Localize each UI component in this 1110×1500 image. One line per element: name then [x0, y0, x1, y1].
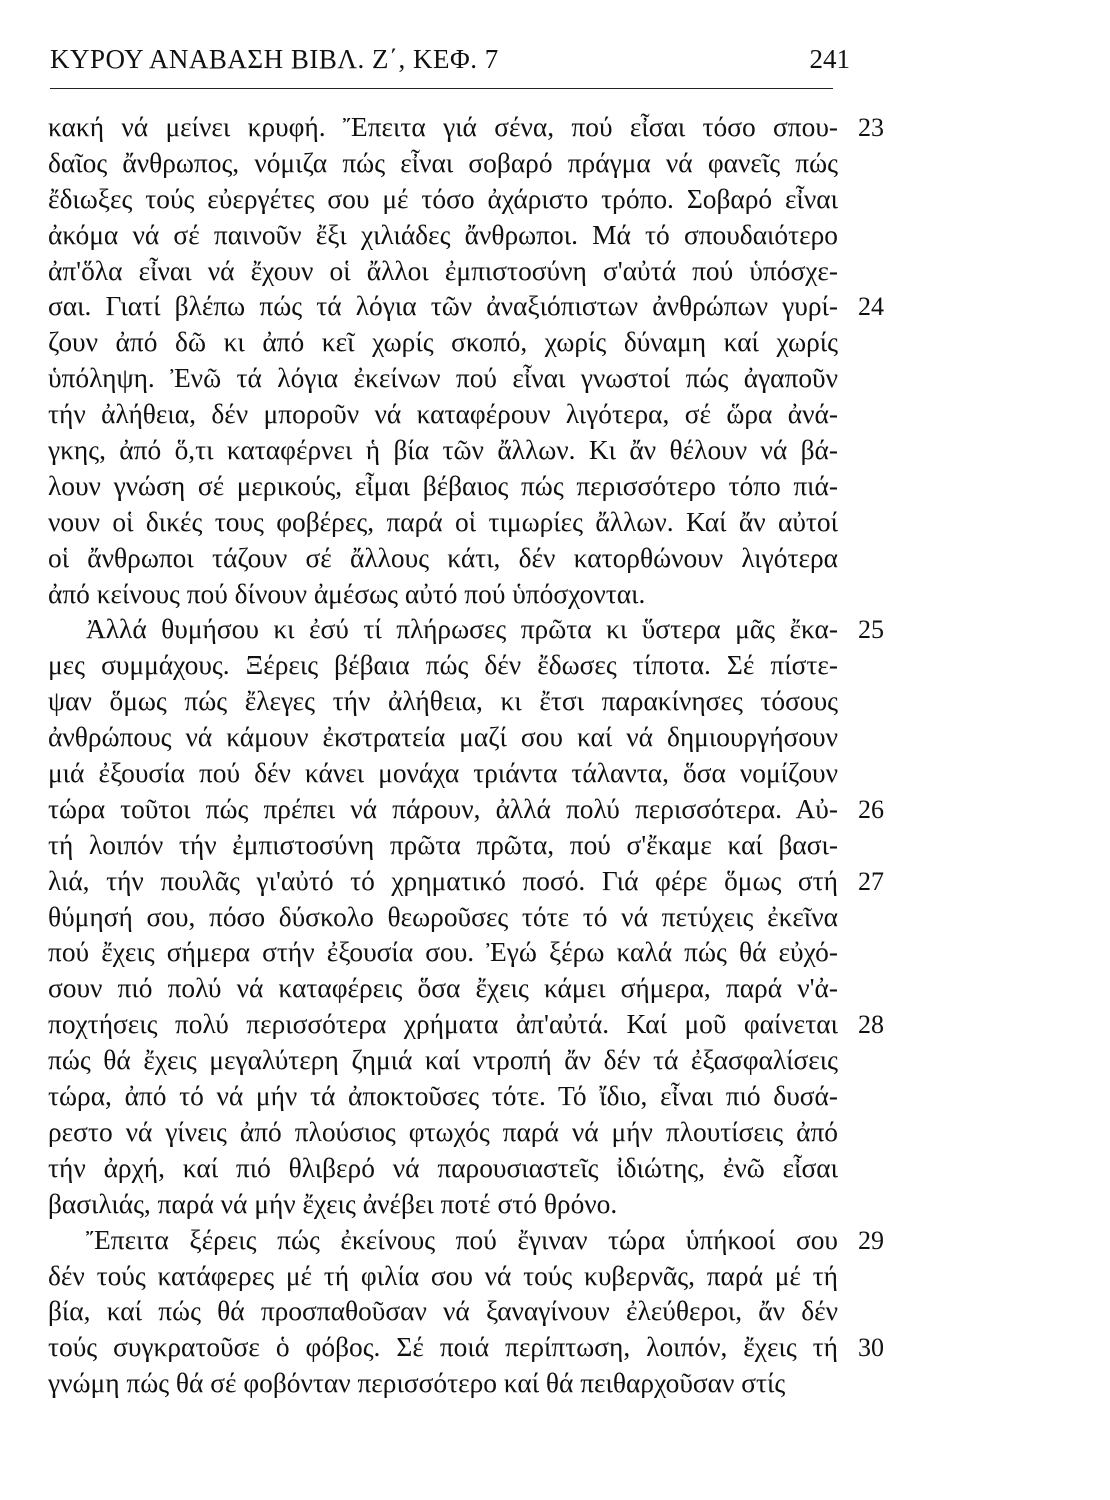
text-line: [48, 756, 838, 792]
line-text: τήν ἀλήθεια, δέν μποροῦν νά καταφέρουν λιγότερα, σέ ὥρα ἀνά-: [48, 399, 838, 430]
line-text: τώρα τοῦτοι πώς πρέπει νά πάρουν, ἀλλά πολύ περισσότερα. Αὐ-: [48, 793, 838, 824]
paragraph: [48, 1223, 884, 1402]
text-line: [48, 828, 838, 864]
text-line: [48, 325, 838, 361]
line-text: μιά ἐξουσία πού δέν κάνει μονάχα τριάντα τάλαντα, ὅσα νομίζουν: [48, 758, 838, 789]
text-line: [48, 289, 884, 325]
line-text: λιά, τήν πουλᾶς γι'αὐτό τό χρηματικό ποσό. Γιά φέρε ὅμως στή: [48, 865, 838, 896]
line-text: λουν γνώση σέ μερικούς, εἶμαι βέβαιος πώς περισσότερο τόπο πιά-: [48, 470, 838, 501]
text-line: [48, 971, 838, 1007]
text-line: [48, 1330, 884, 1366]
body-text: [48, 110, 884, 1402]
section-number: 27: [858, 866, 884, 896]
line-text: βία, καί πώς θά προσπαθοῦσαν νά ξαναγίνουν ἐλεύθεροι, ἄν δέν: [48, 1296, 838, 1327]
section-number: 24: [858, 292, 884, 322]
line-text: ἀνθρώπους νά κάμουν ἐκστρατεία μαζί σου καί νά δημιουργήσουν: [48, 722, 838, 753]
line-text: Ἀλλά θυμήσου κι ἐσύ τί πλήρωσες πρῶτα κι ὕστερα μᾶς ἔκα-: [86, 614, 838, 645]
section-number: 30: [858, 1333, 884, 1363]
text-line: [48, 684, 838, 720]
line-text: πώς θά ἔχεις μεγαλύτερη ζημιά καί ντροπή ἄν δέν τά ἐξασφαλίσεις: [48, 1045, 838, 1076]
text-line: [48, 469, 838, 505]
running-head: [50, 38, 850, 88]
line-text: ἔδιωξες τούς εὐεργέτες σου μέ τόσο ἀχάριστο τρόπο. Σοβαρό εἶναι: [48, 183, 838, 214]
line-text: γκης, ἀπό ὅ,τι καταφέρνει ἡ βία τῶν ἄλλων. Κι ἄν θέλουν νά βά-: [48, 435, 838, 466]
text-line: [48, 1187, 838, 1223]
text-line: [48, 541, 838, 577]
text-line: [48, 182, 838, 218]
page-number: 241: [809, 44, 850, 74]
text-line: [48, 1151, 838, 1187]
line-text: οἱ ἄνθρωποι τάζουν σέ ἄλλους κάτι, δέν κατορθώνουν λιγότερα: [48, 542, 838, 573]
text-line: [48, 1294, 838, 1330]
line-text: ζουν ἀπό δῶ κι ἀπό κεῖ χωρίς σκοπό, χωρίς δύναμη καί χωρίς: [48, 327, 838, 358]
text-line: [48, 720, 838, 756]
text-line: [48, 254, 838, 290]
line-text: δαῖος ἄνθρωπος, νόμιζα πώς εἶναι σοβαρό πράγμα νά φανεῖς πώς: [48, 147, 838, 178]
text-line: [48, 1007, 884, 1043]
text-line: [48, 505, 838, 541]
text-line: [48, 612, 884, 648]
line-text: τή λοιπόν τήν ἐμπιστοσύνη πρῶτα πρῶτα, πού σ'ἔκαμε καί βασι-: [48, 829, 838, 860]
line-text: τώρα, ἀπό τό νά μήν τά ἀποκτοῦσες τότε. Τό ἴδιο, εἶναι πιό δυσά-: [48, 1081, 838, 1112]
line-text: κακή νά μείνει κρυφή. Ἔπειτα γιά σένα, πού εἶσαι τόσο σπου-: [48, 112, 838, 142]
text-line: [48, 1043, 838, 1079]
text-line: [48, 935, 838, 971]
text-line: [48, 577, 838, 613]
paragraph: [48, 612, 884, 1222]
line-text: σουν πιό πολύ νά καταφέρεις ὅσα ἔχεις κάμει σήμερα, παρά ν'ἀ-: [48, 973, 838, 1004]
line-text: τούς συγκρατοῦσε ὁ φόβος. Σέ ποιά περίπτωση, λοιπόν, ἔχεις τή: [48, 1332, 838, 1363]
line-text: ἀπό κείνους πού δίνουν ἀμέσως αὐτό πού ὑπόσχονται.: [48, 578, 646, 609]
line-text: σαι. Γιατί βλέπω πώς τά λόγια τῶν ἀναξιόπιστων ἀνθρώπων γυρί-: [48, 291, 838, 322]
text-line: [48, 146, 838, 182]
text-line: [48, 110, 884, 146]
section-number: 28: [858, 1010, 884, 1040]
line-text: τήν ἀρχή, καί πιό θλιβερό νά παρουσιαστεῖς ἰδιώτης, ἐνῶ εἶσαι: [48, 1152, 838, 1183]
line-text: θύμησή σου, πόσο δύσκολο θεωροῦσες τότε τό νά πετύχεις ἐκεῖνα: [48, 901, 838, 932]
text-line: [48, 361, 838, 397]
line-text: δέν τούς κατάφερες μέ τή φιλία σου νά τούς κυβερνᾶς, παρά μέ τή: [48, 1260, 838, 1291]
text-line: [48, 864, 884, 900]
line-text: ψαν ὅμως πώς ἔλεγες τήν ἀλήθεια, κι ἔτσι παρακίνησες τόσους: [48, 686, 838, 717]
line-text: ἀκόμα νά σέ παινοῦν ἔξι χιλιάδες ἄνθρωποι. Μά τό σπουδαιότερο: [48, 219, 838, 250]
line-text: πού ἔχεις σήμερα στήν ἐξουσία σου. Ἐγώ ξέρω καλά πώς θά εὐχό-: [48, 937, 838, 968]
text-line: [48, 218, 838, 254]
running-title: ΚΥΡΟΥ ΑΝΑΒΑΣΗ ΒΙΒΛ. Ζ΄, ΚΕΦ. 7: [50, 44, 499, 74]
text-line: [48, 397, 838, 433]
section-number: 26: [858, 794, 884, 824]
text-line: [48, 433, 838, 469]
text-line: [48, 1366, 838, 1402]
paragraph: [48, 110, 884, 612]
line-text: ὑπόληψη. Ἐνῶ τά λόγια ἐκείνων πού εἶναι γνωστοί πώς ἀγαποῦν: [48, 363, 838, 394]
text-line: [48, 1079, 838, 1115]
header-rule: [50, 88, 833, 89]
line-text: μες συμμάχους. Ξέρεις βέβαια πώς δέν ἔδωσες τίποτα. Σέ πίστε-: [48, 650, 838, 681]
line-text: Ἔπειτα ξέρεις πώς ἐκείνους πού ἔγιναν τώρα ὑπήκοοί σου: [86, 1224, 838, 1255]
section-number: 29: [858, 1225, 884, 1255]
line-text: βασιλιάς, παρά νά μήν ἔχεις ἀνέβει ποτέ στό θρόνο.: [48, 1188, 618, 1219]
section-number: 23: [858, 113, 884, 142]
text-line: [48, 1223, 884, 1259]
line-text: ἀπ'ὅλα εἶναι νά ἔχουν οἱ ἄλλοι ἐμπιστοσύνη σ'αὐτά πού ὑπόσχε-: [48, 255, 838, 286]
line-text: νουν οἱ δικές τους φοβέρες, παρά οἱ τιμωρίες ἄλλων. Καί ἄν αὐτοί: [48, 506, 838, 537]
line-text: ποχτήσεις πολύ περισσότερα χρήματα ἀπ'αὐτά. Καί μοῦ φαίνεται: [48, 1009, 838, 1040]
text-line: [48, 648, 838, 684]
text-line: [48, 900, 838, 936]
text-line: [48, 1115, 838, 1151]
text-line: [48, 792, 884, 828]
line-text: γνώμη πώς θά σέ φοβόνταν περισσότερο καί θά πειθαρχοῦσαν στίς: [48, 1368, 786, 1399]
text-line: [48, 1259, 838, 1295]
section-number: 25: [858, 615, 884, 645]
line-text: ρεστο νά γίνεις ἀπό πλούσιος φτωχός παρά νά μήν πλουτίσεις ἀπό: [48, 1116, 838, 1147]
